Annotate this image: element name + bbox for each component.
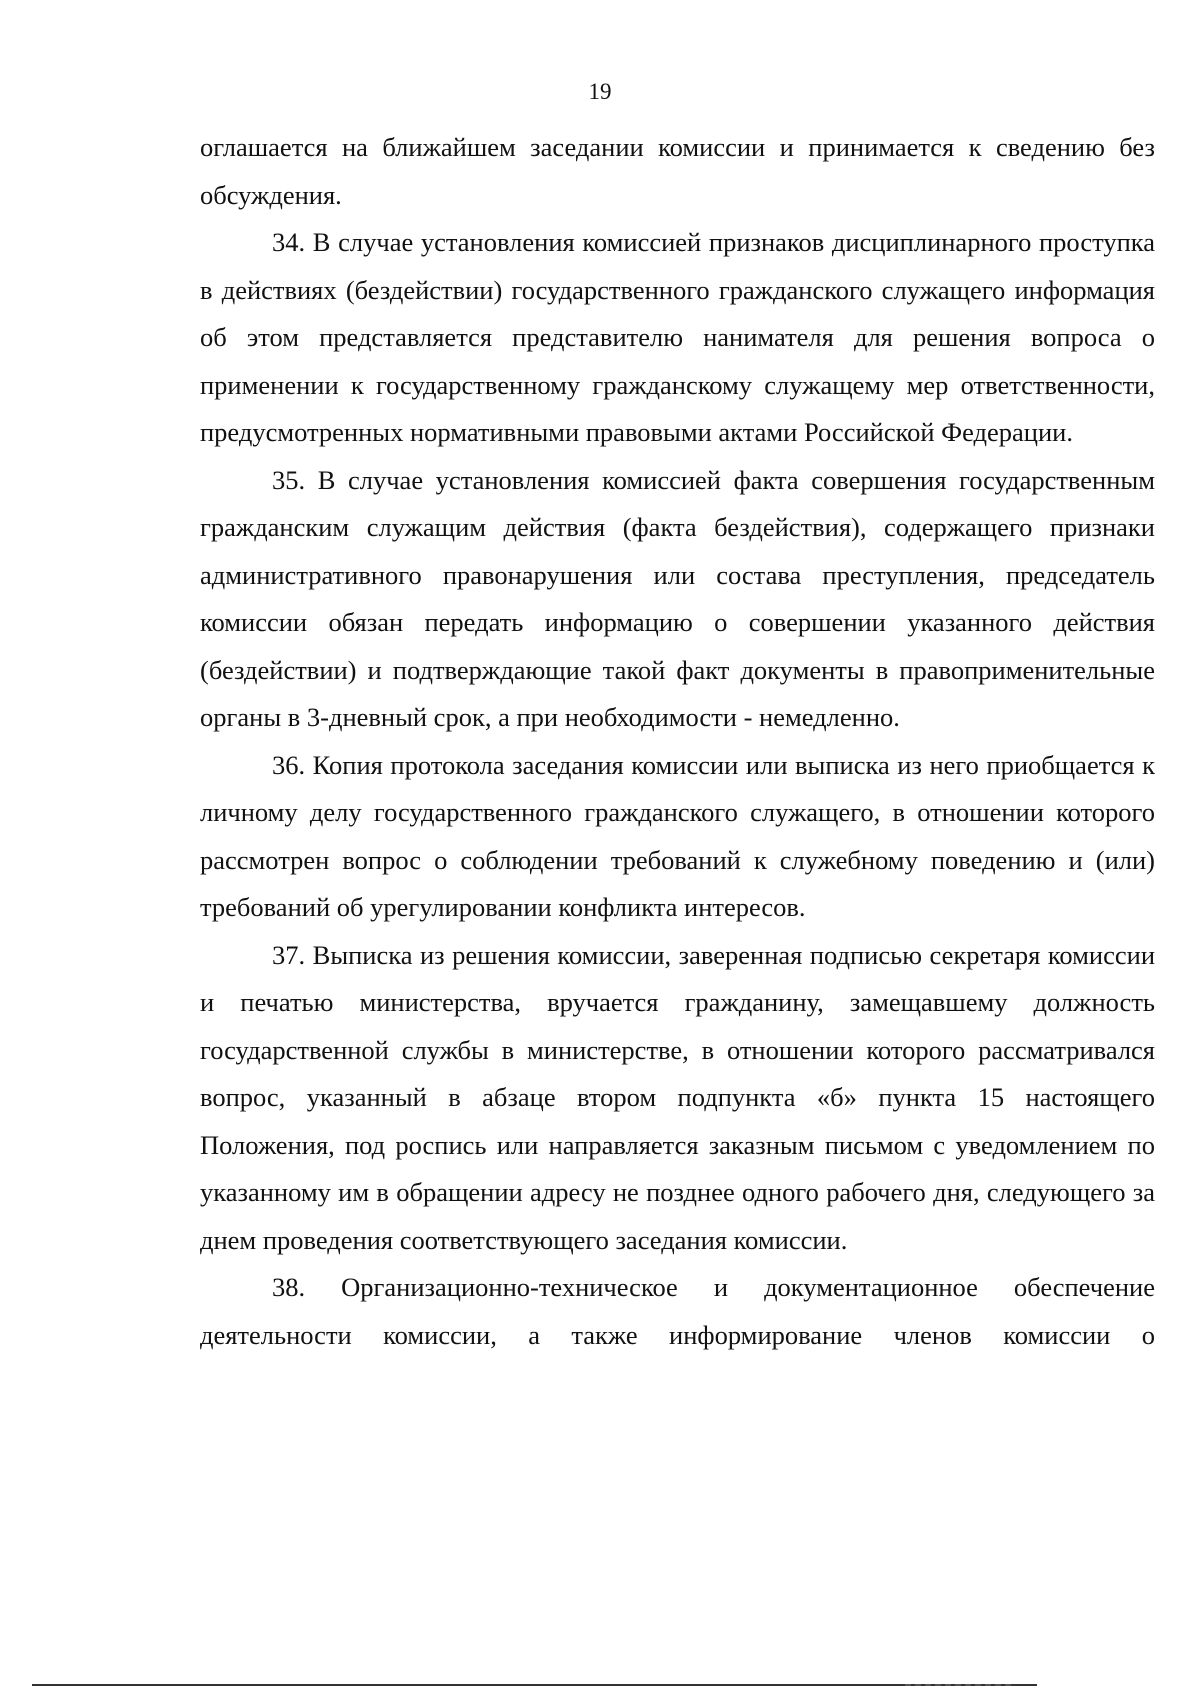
scan-bottom-edge-line xyxy=(32,1684,1037,1686)
paragraph-item-36: 36. Копия протокола заседания комиссии или выписка из него приобщается к личному делу государственного гражданского служащего, в отношении которого рассмотрен вопрос о соблюдении требований к служебному поведению и (или) требований об урегулировании конфликта интересов. xyxy=(200,749,1155,922)
paragraph-item-35: 35. В случае установления комиссией факта совершения государственным гражданским служащим действия (факта бездействия), содержащего признаки административного правонарушения или состава преступления, председатель комиссии обязан передать информацию о совершении указанного действия (бездействии) и подтверждающие такой факт документы в правоприменительные органы в 3-дневный срок, а при необходимости - немедленно. xyxy=(200,464,1155,732)
paragraph-item-37: 37. Выписка из решения комиссии, заверенная подписью секретаря комиссии и печатью министерства, вручается гражданину, замещавшему должность государственной службы в министерстве, в отношении которого рассматривался вопрос, указанный в абзаце втором подпункта «б» пункта 15 настоящего Положения, под роспись или направляется заказным письмом с уведомлением по указанному им в обращении адресу не позднее одного рабочего дня, следующего за днем проведения соответствующего заседания комиссии. xyxy=(200,939,1155,1255)
paragraph-item-38-last-line-justified: 38. Организационно-техническое и документационное обеспечение деятельности комиссии, а также информирование членов комиссии о xyxy=(200,1272,1155,1350)
page-number: 19 xyxy=(588,79,612,104)
paragraph-continuation: оглашается на ближайшем заседании комиссии и принимается к сведению без обсуждения. xyxy=(200,132,1155,210)
scan-bottom-edge-dashes xyxy=(905,1684,1015,1686)
document-body xyxy=(200,124,1155,1359)
paragraph-item-34: 34. В случае установления комиссией признаков дисциплинарного проступка в действиях (бездействии) государственного гражданского служащего информация об этом представляется представителю нанимателя для решения вопроса о применении к государственному гражданскому служащему мер ответственности, предусмотренных нормативными правовыми актами Российской Федерации. xyxy=(200,227,1155,447)
